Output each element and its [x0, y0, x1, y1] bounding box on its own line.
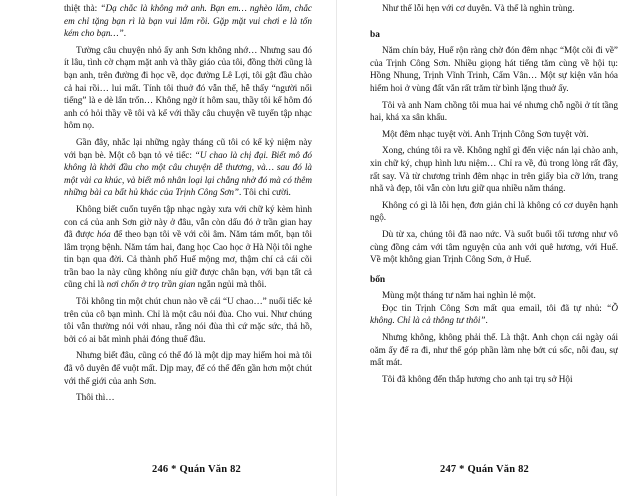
- page-gutter: [336, 0, 337, 496]
- paragraph: Tôi đã không đến thắp hương cho anh tại trụ sở Hội: [382, 373, 573, 384]
- paragraph: Tôi không tin một chút chun nào về cái “U chao…” nuối tiếc kẻ trên của cô bạn mình. Chỉ là một câu nói đùa. Cho vui. Như chúng tôi vẫn thường nói với nhau, rằng nói đùa thì cứ mặc sức, thả hồ, bởi có ai bắt mình phải đóng thuế đâu.: [64, 296, 312, 344]
- paragraph: Gần đây, nhắc lại những ngày tháng cũ tôi có kể kỷ niệm này với bạn bè. Một cô bạn tỏ vẻ tiếc: “U chao là chị đại. Biết mô đó không là khởi đầu cho một câu chuyện dễ thương, và… sau đó là một vài ca khúc, và biết mô nhân loại lại chẳng nhờ đó mà có thêm những bài ca bất hủ khác của Trịnh Công Sơn”. Tôi chỉ cười.: [64, 136, 312, 198]
- page-number-left: 246 * Quán Văn 82: [152, 464, 241, 475]
- paragraph: Một đêm nhạc tuyệt vời. Anh Trịnh Công Sơn tuyệt vời.: [382, 128, 589, 139]
- paragraph: Xong, chúng tôi ra về. Không nghĩ gì đến việc nán lại chào anh, xin chữ ký, chụp hình lưu niệm… Chỉ ra về, đủ trong lòng rất đầy, rất say. Và từ chương trình đêm nhạc in trên giấy bìa cỡ lớn, trang nhã và đẹp, tôi vẫn còn lưu giữ qua nhiều năm tháng.: [370, 145, 618, 194]
- paragraph: thiệt thà: “Dạ chắc là không mở anh. Bạn em… nghèo lắm, chắc em chỉ tặng bạn rì là bạn vui lắm rồi. Gặp mặt vui chơi e là tốn kém cho bạn…”.: [64, 3, 312, 39]
- paragraph: Nhưng biết đâu, cũng có thể đó là một dịp may hiếm hoi mà tôi đã vô duyên để vuột mất. Dịp may, để có thể đến gần hơn một chút với thế giới của anh Sơn.: [64, 350, 312, 386]
- paragraph: Như thế lỗi hẹn với cơ duyên. Và thế là nghìn trùng.: [382, 3, 575, 13]
- paragraph: Tường câu chuyện nhỏ ấy anh Sơn không nhớ… Nhưng sau đó ít lâu, tình cờ chạm mặt anh và thầy giáo của tôi, đồng thời cũng là bạn anh, trên đường đi học về, dọc đường Lê Lợi, tôi gật đầu chào cả hai rồi… lui mất. Tính tôi thuở đó vẫn thế, hễ thấy “người nổi tiếng” là e dè lẩn trốn… Không ngờ ít hôm sau, thầy tôi kể hôm đó anh có hỏi thầy về tôi và kể với thầy câu chuyện về tuyển tập nhạc hôm nọ.: [64, 44, 312, 131]
- paragraph: Năm chín bảy, Huế rộn ràng chờ đón đêm nhạc “Một cõi đi về” của Trịnh Công Sơn. Nhiều giọng hát tiếng tăm cùng về hội tụ: Hồng Nhung, Trịnh Vĩnh Trinh, Cẩm Vân… Một sự kiện văn hóa hiếm hoi ở vùng đất vắn rất trăm từ bình lặng thuở ấy.: [370, 45, 618, 93]
- right-page: [370, 2, 618, 496]
- left-page: [64, 2, 312, 496]
- page-number-right: 247 * Quán Văn 82: [440, 464, 529, 475]
- paragraph: Mùng một tháng tư năm hai nghìn lẻ một.: [382, 290, 536, 301]
- paragraph: Dù từ xa, chúng tôi đã nao nức. Và suốt buổi tối tương như vô cùng đồng cảm với tâm nguyện của anh với quê hương, với Huế. Về một không gian Trịnh Công Sơn, ở Huế.: [370, 228, 618, 265]
- paragraph: Nhưng không, không phải thế. Là thật. Anh chọn cái ngày oái oăm ấy để ra đi, như thể góp phần làm nhẹ bớt cú sốc, nỗi đau, sự mất mát.: [370, 332, 618, 368]
- section-heading-bon: bốn: [370, 274, 386, 285]
- paragraph: Đọc tin Trịnh Công Sơn mất qua email, tôi đã tự nhủ: “Ồ không. Chỉ là cả thông tư thôi”.: [370, 302, 618, 326]
- paragraph: Không biết cuốn tuyển tập nhạc ngày xưa với chữ ký kèm hình con cá của anh Sơn giờ này ở đâu, vẫn còn dấu đó ở trần gian hay đã được hóa để theo bạn tôi về với cõi âm. Năm tám mốt, bạn tôi lâm trọng bệnh. Năm tám hai, đang học Cao học ở Hà Nội tôi nghe tin bạn qua đời. Cả thành phố Huế mộng mơ, thậm chí cả cái cõi trần bao la này cũng không níu giữ được chân bạn, với bạn tất cả cũng chỉ là nơi chốn ở trọ trần gian ngắn ngủi mà thôi.: [64, 203, 312, 290]
- section-heading-ba: ba: [370, 29, 380, 40]
- paragraph: Tôi và anh Nam chồng tôi mua hai vé nhưng chỗ ngồi ở tít tầng hai, khá xa sân khấu.: [370, 99, 618, 123]
- paragraph: Không có gì là lỗi hẹn, đơn giản chỉ là không có cơ duyên hạnh ngộ.: [370, 199, 618, 223]
- paragraph: Thôi thì…: [76, 392, 115, 403]
